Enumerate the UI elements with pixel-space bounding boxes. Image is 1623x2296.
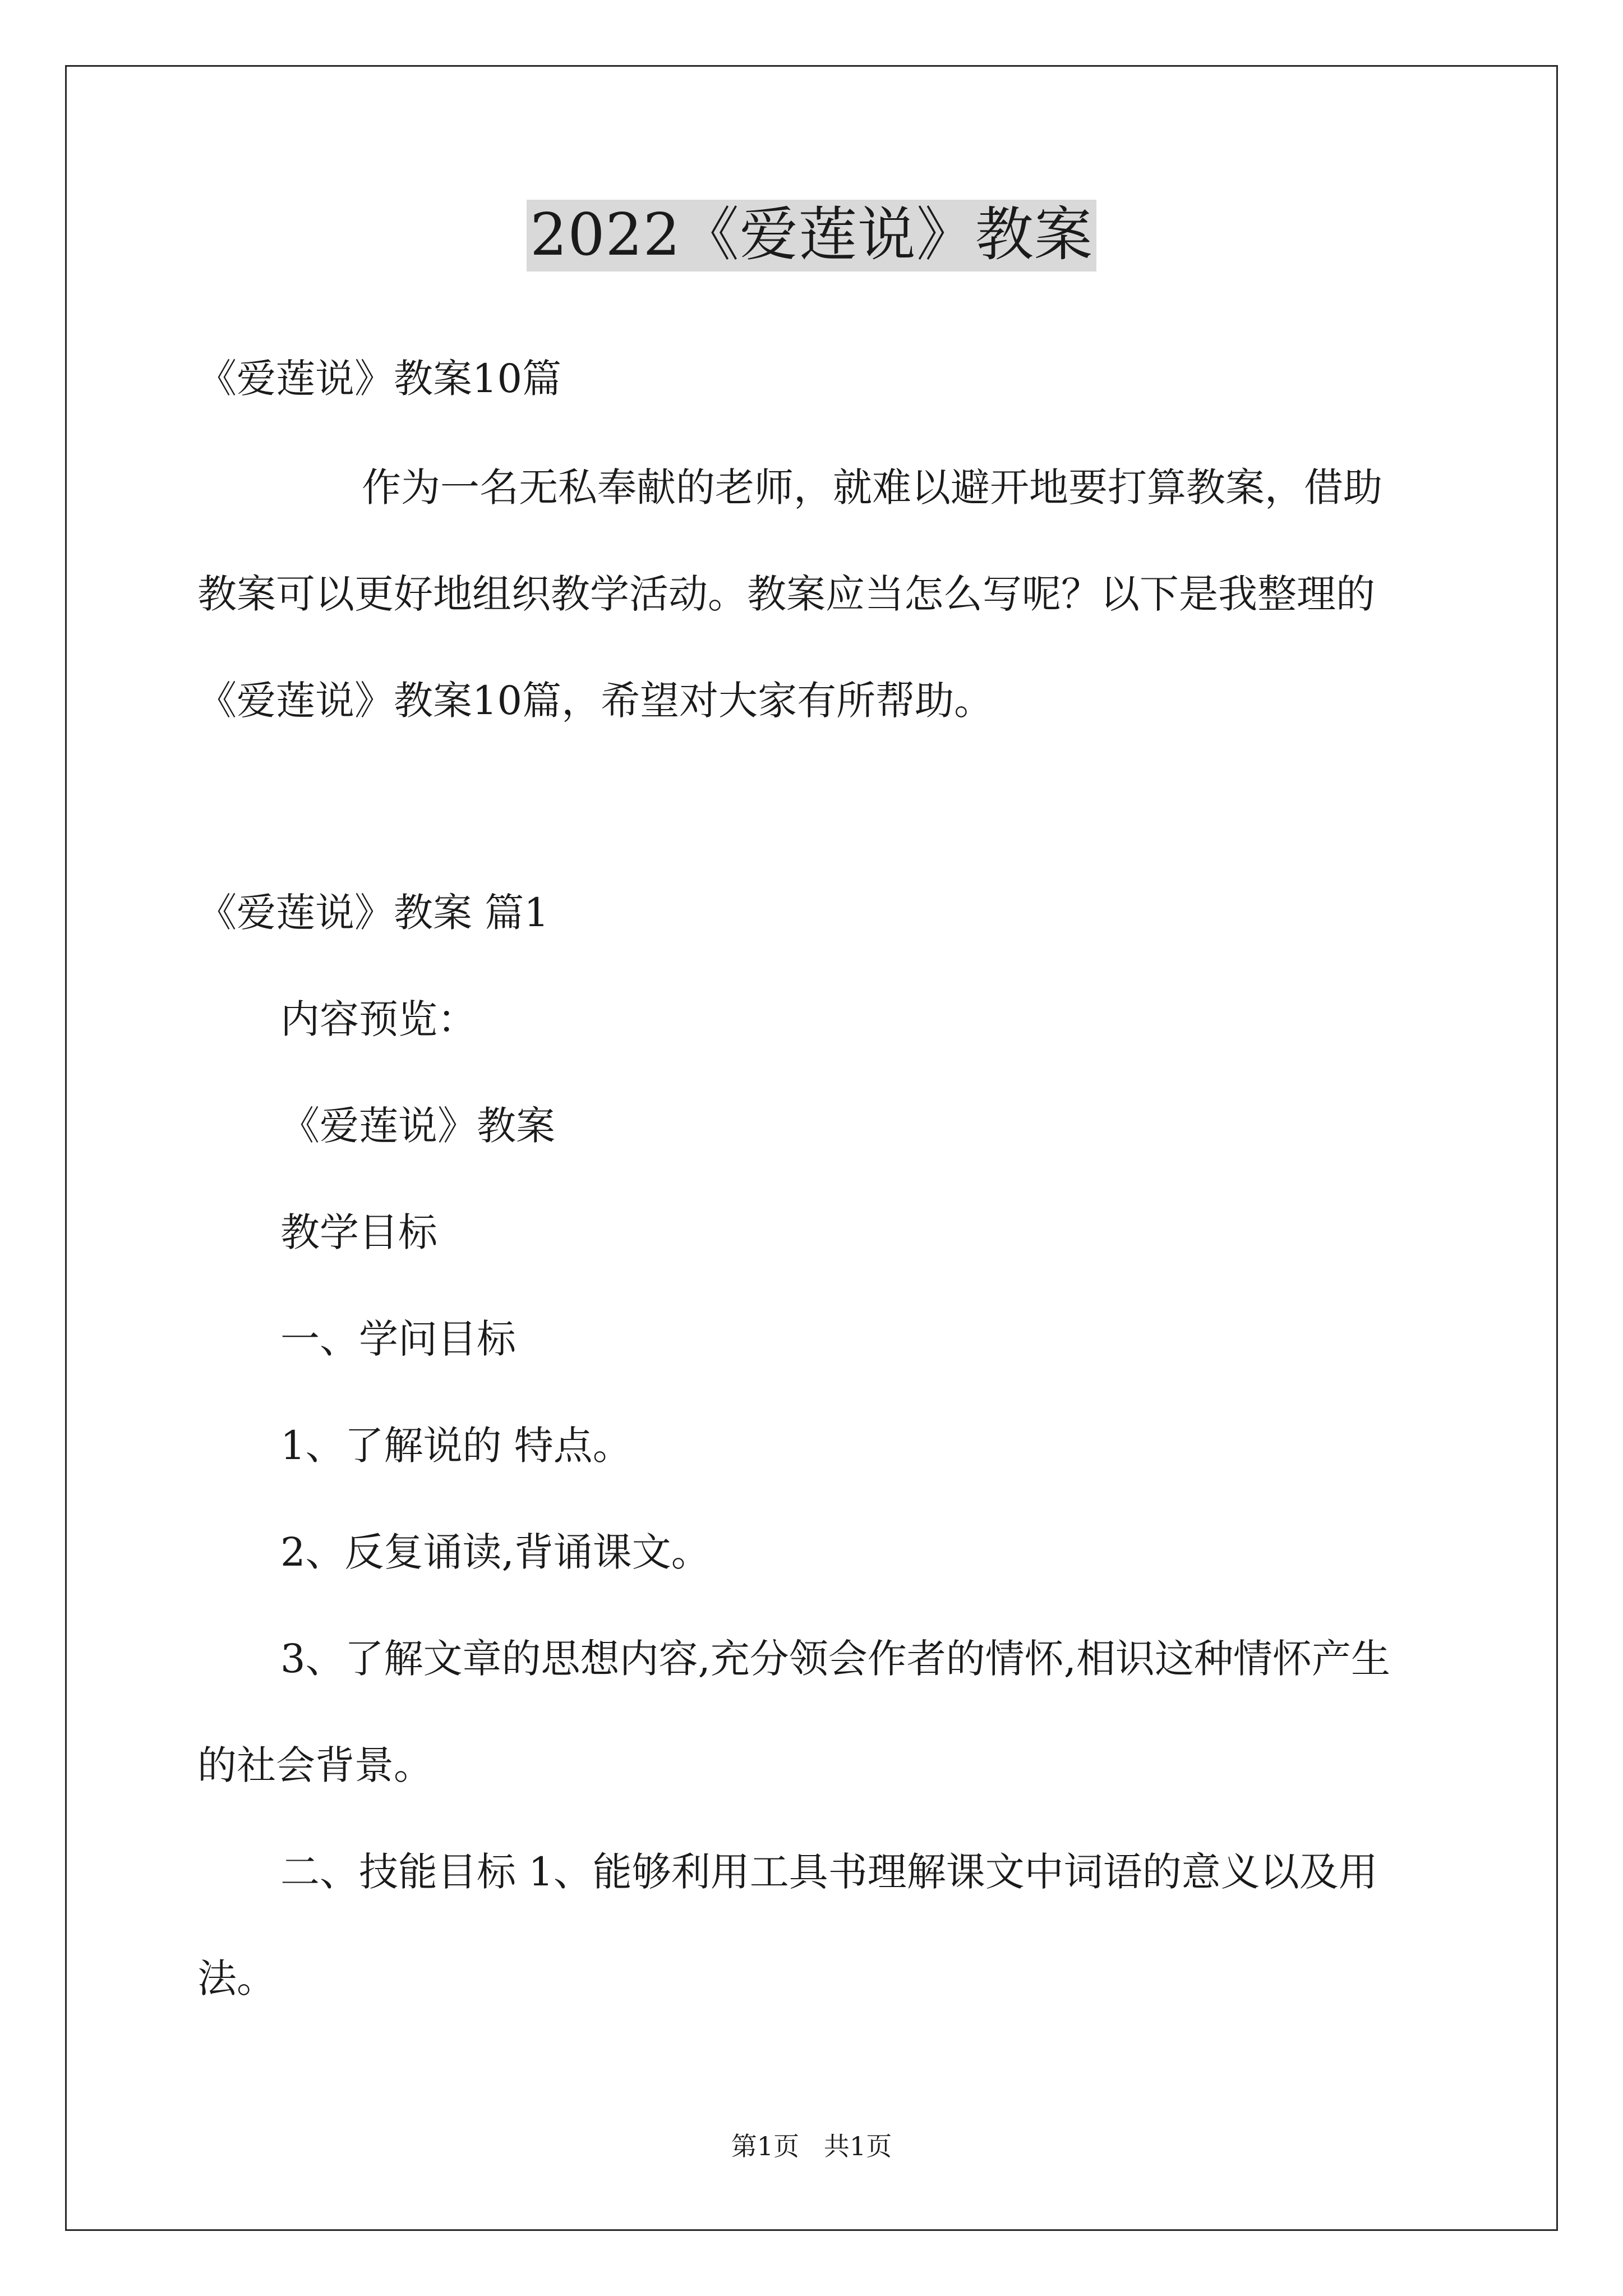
doc-subtitle: 《爱莲说》教案10篇	[197, 356, 562, 402]
lesson-title: 《爱莲说》教案	[280, 1103, 555, 1149]
intro-line-1: 作为一名无私奉献的老师，就难以避开地要打算教案，借助	[362, 464, 1382, 510]
goal-item-1: 1、了解说的 特点。	[280, 1423, 632, 1469]
goal-item-3-cont: 的社会背景。	[197, 1742, 433, 1788]
skill-goals-cont: 法。	[197, 1955, 276, 2001]
section-heading: 《爱莲说》教案 篇1	[197, 890, 549, 936]
goal-item-2: 2、反复诵读,背诵课文。	[280, 1529, 711, 1575]
intro-line-3: 《爱莲说》教案10篇，希望对大家有所帮助。	[197, 678, 994, 724]
intro-line-2: 教案可以更好地组织教学活动。教案应当怎么写呢？以下是我整理的	[197, 571, 1375, 617]
skill-goals: 二、技能目标 1、能够利用工具书理解课文中词语的意义以及用	[280, 1849, 1378, 1895]
goal-item-3: 3、了解文章的思想内容,充分领会作者的情怀,相识这种情怀产生	[280, 1636, 1391, 1682]
document-title	[0, 200, 1623, 272]
knowledge-goals: 一、学问目标	[280, 1316, 516, 1362]
objectives-heading: 教学目标	[280, 1209, 437, 1255]
title-text: 2022《爱莲说》教案	[527, 200, 1096, 272]
preview-label: 内容预览：	[280, 996, 477, 1042]
page-footer: 第1页 共1页	[731, 2131, 892, 2161]
